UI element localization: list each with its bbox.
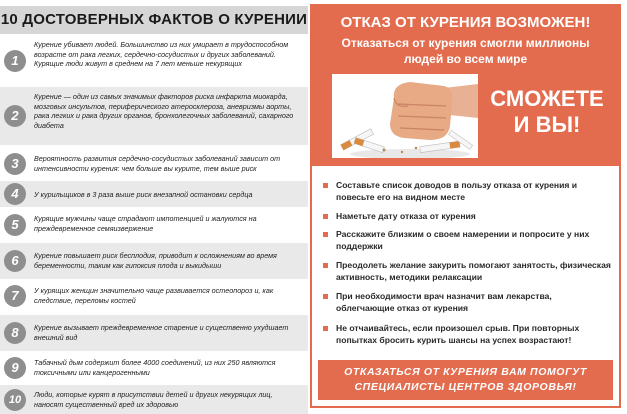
footer-banner [318,360,613,400]
facts-title: 10 ДОСТОВЕРНЫХ ФАКТОВ О КУРЕНИИ [0,6,308,34]
tip-text: Расскажите близким о своем намерении и попросите у них поддержки [336,229,590,251]
fact-number: 7 [4,285,26,307]
fact-item [0,146,308,180]
bullet-square-icon [323,263,328,268]
slogan-line: СМОЖЕТЕ [490,86,604,111]
fact-number: 8 [4,322,26,344]
hero-title: ОТКАЗ ОТ КУРЕНИЯ ВОЗМОЖЕН! [340,14,591,31]
fact-item [0,315,308,351]
fact-text: У курильщиков в 3 раза выше риск внезапной остановки сердца [34,190,253,199]
fact-number: 6 [4,250,26,272]
bullet-square-icon [323,294,328,299]
fact-text: Вероятность развития сердечно-сосудистых заболеваний зависит от интенсивности курения: чем больше вы курите, тем выше риск [34,154,281,173]
fact-text: Люди, которые курят в присутствии детей и других некурящих лиц, наносят существенный вред их здоровью [34,390,273,409]
facts-panel [0,0,308,414]
quit-panel [310,4,621,408]
fact-number: 3 [4,153,26,175]
fact-item [0,36,308,86]
footer-line: ОТКАЗАТЬСЯ ОТ КУРЕНИЯ ВАМ ПОМОГУТ [344,366,587,378]
bullet-square-icon [323,214,328,219]
fact-item [0,352,308,384]
slogan [482,86,612,138]
footer-line: СПЕЦИАЛИСТЫ ЦЕНТРОВ ЗДОРОВЬЯ! [354,381,577,393]
fact-text: Курящие мужчины чаще страдают импотенцией и жалуются на преждевременное семяизвержение [34,214,257,233]
hero-subtitle: Отказаться от курения смогли миллионы людей во всем мире [341,36,590,66]
fact-item [0,243,308,279]
fact-item [0,87,308,145]
bullet-square-icon [323,183,328,188]
fact-number: 4 [4,183,26,205]
fist-crushing-cigarettes-icon [332,74,478,158]
fact-text: Курение убивает людей. Большинство из них умирает в трудоспособном возрасте от рака легких, сердечно-сосудистых и других заболеваний. Курящие люди живут в среднем на 7 лет меньше некурящих [34,40,289,69]
tip-text: Преодолеть желание закурить помогают занятость, физическая активность, методики релаксации [336,260,611,282]
fact-item [0,181,308,207]
tip-text: Не отчаивайтесь, если произошел срыв. При повторных попытках бросить курить шансы на успех возрастают! [336,323,580,345]
tip-text: Наметьте дату отказа от курения [336,211,476,221]
fact-item [0,208,308,242]
fact-item [0,385,308,414]
tip-text: Составьте список доводов в пользу отказа от курения и повесьте его на видном месте [336,180,578,202]
fact-text: Табачный дым содержит более 4000 соединений, из них 250 являются токсичными или канцерогенными [34,358,276,377]
fact-text: Курение вызывает преждевременное старение и существенно ухудшает внешний вид [34,323,289,342]
fact-text: У курящих женщин значительно чаще развивается остеопороз и, как следствие, переломы костей [34,286,274,305]
fact-number: 1 [4,50,26,72]
fact-text: Курение повышает риск бесплодия, приводит к осложнениям во время беременности, таким как гипоксия плода и выкидыши [34,251,277,270]
tip-text: При необходимости врач назначит вам лекарства, облегчающие отказ от курения [336,291,552,313]
hero-banner [312,6,619,166]
fact-item [0,280,308,314]
bullet-square-icon [323,326,328,331]
fact-number: 10 [4,389,26,411]
slogan-line: И ВЫ! [513,112,581,137]
fact-text: Курение — один из самых значимых факторов риска инфаркта миокарда, мозговых инсультов, периферического атеросклероза, аневризмы аорты, рака легких и рака других органов, бронхолегочных заболеваний, сахарного диабета [34,92,294,130]
fact-number: 2 [4,105,26,127]
fact-number: 5 [4,214,26,236]
bullet-square-icon [323,232,328,237]
fact-number: 9 [4,357,26,379]
